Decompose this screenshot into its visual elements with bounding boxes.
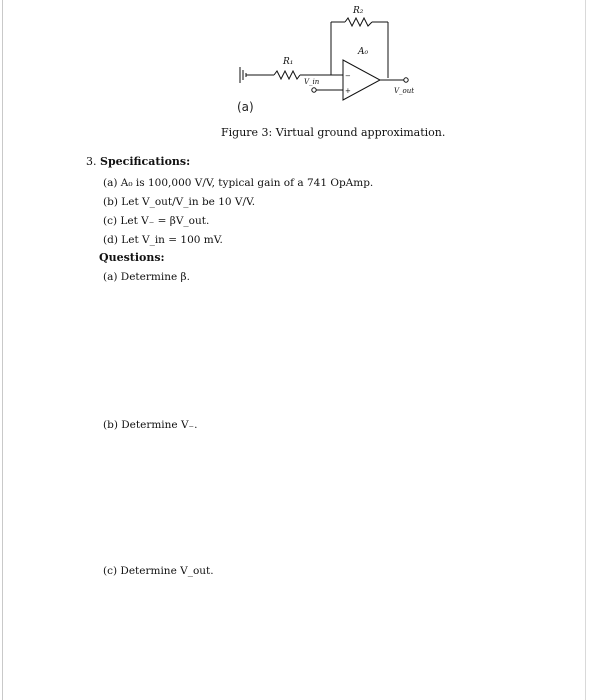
spec-item-d: (d) Let V_in = 100 mV. xyxy=(103,234,223,246)
circuit-diagram xyxy=(0,0,601,140)
section-title: Specifications: xyxy=(100,155,191,168)
vout-label: V_out xyxy=(394,87,415,95)
spec-item-b: (b) Let V_out/V_in be 10 V/V. xyxy=(103,196,256,208)
question-a: (a) Determine β. xyxy=(103,271,190,283)
ao-label: A₀ xyxy=(358,47,369,57)
spec-item-a: (a) A₀ is 100,000 V/V, typical gain of a 741 OpAmp. xyxy=(103,177,374,189)
section-number: 3. xyxy=(86,155,97,168)
question-b: (b) Determine V₋. xyxy=(103,419,198,431)
resistor-r2 xyxy=(345,18,372,26)
figure-caption: Figure 3: Virtual ground approximation. xyxy=(221,126,446,139)
vout-terminal xyxy=(404,78,408,82)
figure-sublabel: (a) xyxy=(237,100,254,114)
section-heading xyxy=(86,155,190,168)
spec-item-c: (c) Let V₋ = βV_out. xyxy=(103,215,210,227)
r2-label: R₂ xyxy=(353,6,364,16)
questions-heading: Questions: xyxy=(99,251,165,264)
noninverting-sign: + xyxy=(345,87,351,95)
question-c: (c) Determine V_out. xyxy=(103,565,214,577)
vin-terminal xyxy=(312,88,316,92)
resistor-r1 xyxy=(274,71,300,79)
inverting-sign: − xyxy=(345,72,351,80)
r1-label: R₁ xyxy=(283,57,294,67)
vin-label: V_in xyxy=(304,78,320,86)
